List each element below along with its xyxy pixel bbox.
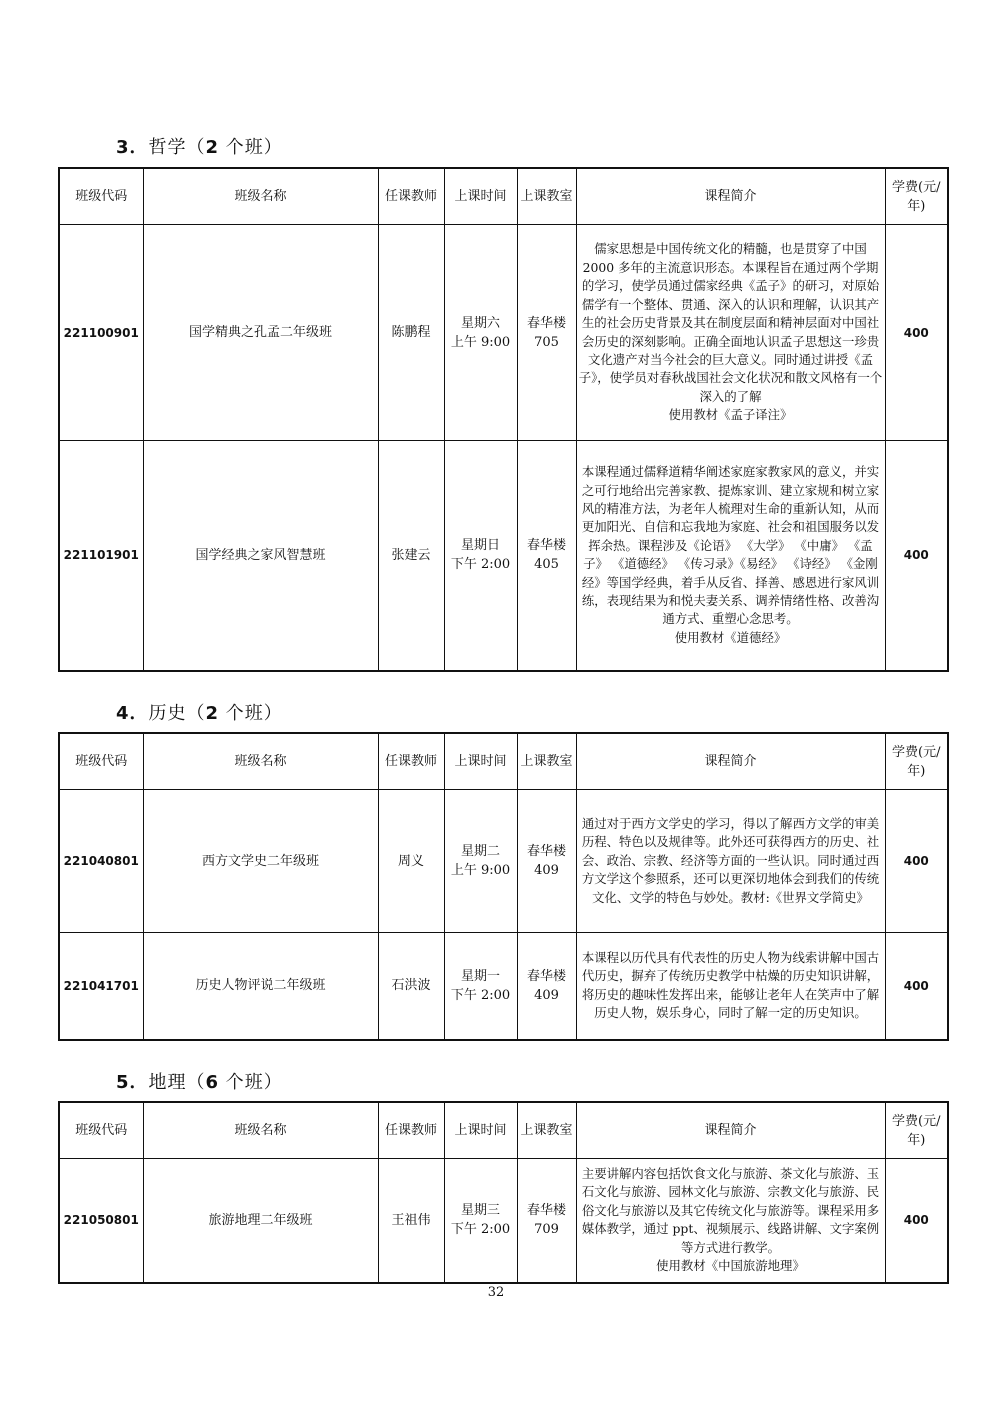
tuition-fee: 400 — [885, 1159, 948, 1283]
class-code: 221041701 — [59, 933, 143, 1040]
header-code: 班级代码 — [59, 1102, 143, 1159]
class-name: 旅游地理二年级班 — [143, 1159, 378, 1283]
header-fee: 学费(元/年) — [885, 733, 948, 790]
table-header-row — [59, 733, 948, 790]
table-row — [59, 1159, 948, 1283]
header-desc: 课程简介 — [576, 168, 885, 225]
header-name: 班级名称 — [143, 1102, 378, 1159]
class-time: 星期日 下午 2:00 — [444, 441, 517, 671]
table-row — [59, 790, 948, 933]
class-code: 221040801 — [59, 790, 143, 933]
tuition-fee: 400 — [885, 790, 948, 933]
section-number: 4． — [116, 703, 149, 724]
header-room: 上课教室 — [517, 1102, 576, 1159]
table-header-row — [59, 168, 948, 225]
section-title-philosophy: 3．哲学（2 个班） — [116, 137, 283, 158]
course-description: 本课程通过儒释道精华阐述家庭家教家风的意义，并实之可行地给出完善家教、提炼家训、建立家规和树立家风的精准方法，为老年人梳理对生命的重新认知，从而更加阳光、自信和忘我地为家庭、社会和祖国服务以发挥余热。课程涉及《论语》 《大学》 《中庸》 《孟子》 《道德经》 《传习录》《易经》 《诗经》 《金刚经》等国学经典，着手从反省、择善、感恩进行家风训练，表现结果为和悦夫妻关系、调养情绪性格、改善沟通方式、重塑心念思考。 使用教材《道德经》 — [576, 441, 885, 671]
class-name: 西方文学史二年级班 — [143, 790, 378, 933]
section-title-history: 4．历史（2 个班） — [116, 703, 283, 724]
teacher: 王祖伟 — [378, 1159, 444, 1283]
course-description: 儒家思想是中国传统文化的精髓，也是贯穿了中国 2000 多年的主流意识形态。本课程旨在通过两个学期的学习，使学员通过儒家经典《孟子》的研习，对原始儒学有一个整体、贯通、深入的认识和理解，认识其产生的社会历史背景及其在制度层面和精神层面对中国社会历史的深刻影响。正确全面地认识孟子思想这一珍贵文化遗产对当今社会的巨大意义。同时通过讲授《孟子》，使学员对春秋战国社会文化状况和散文风格有一个深入的了解 使用教材《孟子译注》 — [576, 225, 885, 441]
classroom: 春华楼 409 — [517, 933, 576, 1040]
classroom: 春华楼 709 — [517, 1159, 576, 1283]
header-fee: 学费(元/年) — [885, 168, 948, 225]
page-number: 32 — [487, 1285, 505, 1300]
teacher: 石洪波 — [378, 933, 444, 1040]
header-name: 班级名称 — [143, 733, 378, 790]
course-description: 本课程以历代具有代表性的历史人物为线索讲解中国古代历史，摒弃了传统历史教学中枯燥的历史知识讲解，将历史的趣味性发挥出来，能够让老年人在笑声中了解历史人物，娱乐身心，同时了解一定的历史知识。 — [576, 933, 885, 1040]
header-code: 班级代码 — [59, 168, 143, 225]
course-table-history — [58, 732, 949, 1041]
class-name: 国学经典之家风智慧班 — [143, 441, 378, 671]
table-row — [59, 441, 948, 671]
header-fee: 学费(元/年) — [885, 1102, 948, 1159]
course-description: 通过对于西方文学史的学习，得以了解西方文学的审美历程、特色以及规律等。此外还可获得西方的历史、社会、政治、宗教、经济等方面的一些认识。同时通过西方文学这个参照系，还可以更深切地体会到我们的传统文化、文学的特色与妙处。教材:《世界文学简史》 — [576, 790, 885, 933]
course-table-geography — [58, 1101, 949, 1284]
header-desc: 课程简介 — [576, 733, 885, 790]
class-name: 国学精典之孔孟二年级班 — [143, 225, 378, 441]
table-header-row — [59, 1102, 948, 1159]
textbook: 使用教材《孟子译注》 — [668, 407, 793, 423]
class-name: 历史人物评说二年级班 — [143, 933, 378, 1040]
class-time: 星期二 上午 9:00 — [444, 790, 517, 933]
teacher: 周义 — [378, 790, 444, 933]
class-code: 221100901 — [59, 225, 143, 441]
classroom: 春华楼 405 — [517, 441, 576, 671]
header-desc: 课程简介 — [576, 1102, 885, 1159]
classroom: 春华楼 705 — [517, 225, 576, 441]
class-time: 星期三 下午 2:00 — [444, 1159, 517, 1283]
section-number: 3． — [116, 137, 149, 158]
tuition-fee: 400 — [885, 225, 948, 441]
textbook: 使用教材《道德经》 — [674, 629, 787, 645]
course-table-philosophy — [58, 167, 949, 672]
header-room: 上课教室 — [517, 733, 576, 790]
header-room: 上课教室 — [517, 168, 576, 225]
class-time: 星期一 下午 2:00 — [444, 933, 517, 1040]
class-code: 221050801 — [59, 1159, 143, 1283]
header-time: 上课时间 — [444, 733, 517, 790]
header-teacher: 任课教师 — [378, 733, 444, 790]
textbook: 使用教材《中国旅游地理》 — [656, 1258, 805, 1274]
section-number: 5． — [116, 1072, 149, 1093]
section-title-geography: 5．地理（6 个班） — [116, 1072, 283, 1093]
class-time: 星期六 上午 9:00 — [444, 225, 517, 441]
header-name: 班级名称 — [143, 168, 378, 225]
header-teacher: 任课教师 — [378, 168, 444, 225]
table-row — [59, 225, 948, 441]
table-row — [59, 933, 948, 1040]
course-description: 主要讲解内容包括饮食文化与旅游、茶文化与旅游、玉石文化与旅游、园林文化与旅游、宗教文化与旅游、民俗文化与旅游以及其它传统文化与旅游等。课程采用多媒体教学，通过 ppt、视频展示、线路讲解、文字案例等方式进行教学。 使用教材《中国旅游地理》 — [576, 1159, 885, 1283]
tuition-fee: 400 — [885, 441, 948, 671]
tuition-fee: 400 — [885, 933, 948, 1040]
header-teacher: 任课教师 — [378, 1102, 444, 1159]
header-time: 上课时间 — [444, 168, 517, 225]
header-time: 上课时间 — [444, 1102, 517, 1159]
header-code: 班级代码 — [59, 733, 143, 790]
teacher: 陈鹏程 — [378, 225, 444, 441]
classroom: 春华楼 409 — [517, 790, 576, 933]
teacher: 张建云 — [378, 441, 444, 671]
class-code: 221101901 — [59, 441, 143, 671]
